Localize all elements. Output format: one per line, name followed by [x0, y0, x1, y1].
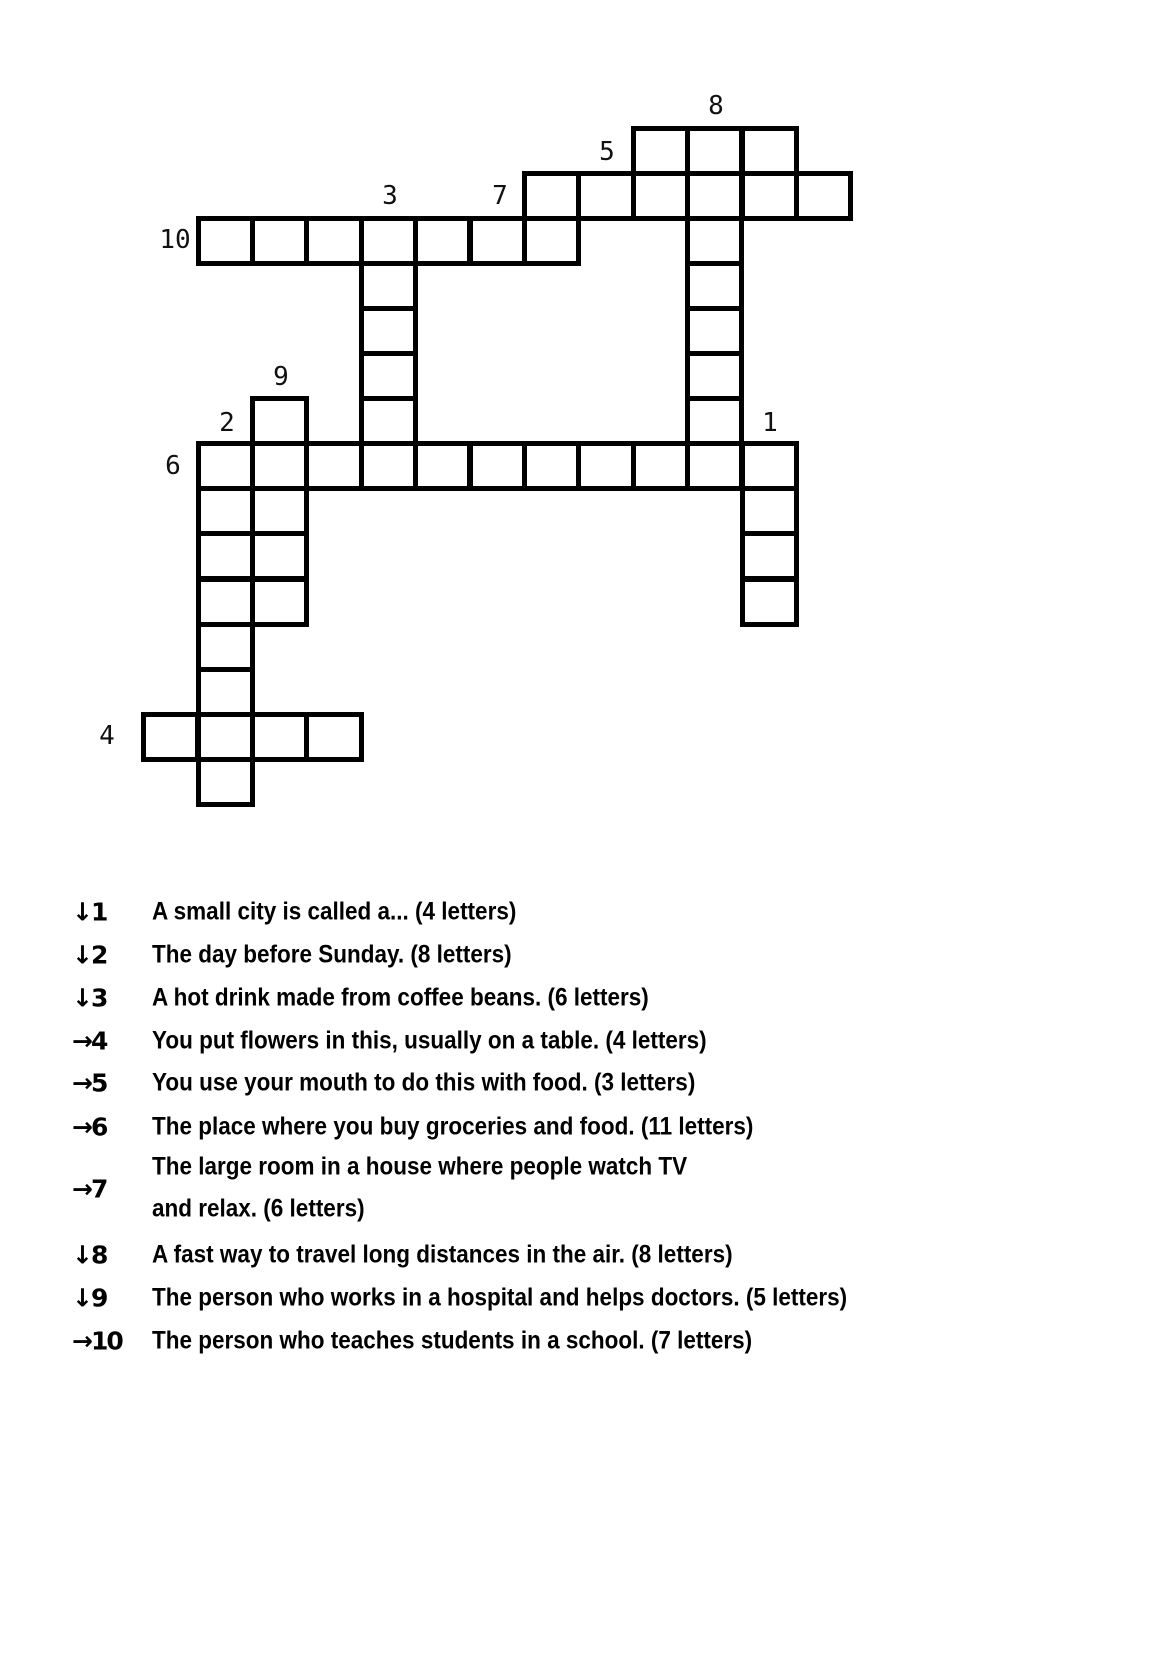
clue-number-label: 4 [99, 721, 115, 751]
clue-text: A fast way to travel long distances in the air. (8 letters) [152, 1240, 733, 1269]
clue-text: You put flowers in this, usually on a table. (4 letters) [152, 1026, 707, 1055]
grid-cell[interactable] [685, 396, 744, 446]
grid-cell[interactable] [740, 577, 799, 627]
grid-cell[interactable] [794, 171, 853, 221]
clue-text: The person who teaches students in a school. (7 letters) [152, 1326, 753, 1355]
down-arrow-icon: ↓2 [72, 940, 107, 970]
grid-cell[interactable] [196, 577, 255, 627]
grid-cell[interactable] [359, 396, 418, 446]
grid-cell[interactable] [250, 396, 309, 446]
grid-cell[interactable] [740, 126, 799, 176]
grid-cell[interactable] [740, 486, 799, 536]
grid-cell[interactable] [685, 216, 744, 266]
clue-number-label: 7 [492, 181, 508, 211]
grid-cell[interactable] [522, 441, 581, 491]
grid-cell[interactable] [468, 216, 527, 266]
down-arrow-icon: ↓8 [72, 1240, 107, 1270]
grid-cell[interactable] [576, 171, 635, 221]
grid-cell[interactable] [413, 441, 472, 491]
grid-cell[interactable] [196, 622, 255, 672]
grid-cell[interactable] [413, 216, 472, 266]
grid-cell[interactable] [631, 171, 690, 221]
clue-text: The large room in a house where people watch TV [152, 1152, 688, 1181]
right-arrow-icon: →5 [72, 1068, 107, 1098]
clue-text: A small city is called a... (4 letters) [152, 897, 517, 926]
clue-text-continued: and relax. (6 letters) [152, 1194, 365, 1223]
clue-text: You use your mouth to do this with food. (3 letters) [152, 1068, 696, 1097]
grid-cell[interactable] [196, 712, 255, 762]
clue-text: A hot drink made from coffee beans. (6 letters) [152, 983, 649, 1012]
grid-cell[interactable] [685, 126, 744, 176]
clue-number-label: 9 [273, 362, 289, 392]
down-arrow-icon: ↓9 [72, 1283, 107, 1313]
grid-cell[interactable] [468, 441, 527, 491]
right-arrow-icon: →10 [72, 1326, 122, 1356]
grid-cell[interactable] [141, 712, 200, 762]
grid-cell[interactable] [359, 261, 418, 311]
clue-number-label: 5 [599, 137, 615, 167]
grid-cell[interactable] [685, 171, 744, 221]
right-arrow-icon: →6 [72, 1112, 107, 1142]
grid-cell[interactable] [359, 351, 418, 401]
clue-number-label: 2 [219, 408, 235, 438]
grid-cell[interactable] [685, 441, 744, 491]
grid-cell[interactable] [250, 577, 309, 627]
clue-number-label: 6 [165, 451, 181, 481]
grid-cell[interactable] [359, 216, 418, 266]
right-arrow-icon: →4 [72, 1026, 107, 1056]
grid-cell[interactable] [740, 441, 799, 491]
grid-cell[interactable] [196, 757, 255, 807]
right-arrow-icon: →7 [72, 1174, 107, 1204]
clue-text: The person who works in a hospital and helps doctors. (5 letters) [152, 1283, 848, 1312]
down-arrow-icon: ↓1 [72, 897, 107, 927]
grid-cell[interactable] [631, 126, 690, 176]
down-arrow-icon: ↓3 [72, 983, 107, 1013]
grid-cell[interactable] [685, 261, 744, 311]
grid-cell[interactable] [304, 216, 363, 266]
clue-text: The place where you buy groceries and food. (11 letters) [152, 1112, 754, 1141]
grid-cell[interactable] [250, 712, 309, 762]
grid-cell[interactable] [196, 667, 255, 717]
grid-cell[interactable] [196, 441, 255, 491]
grid-cell[interactable] [250, 531, 309, 581]
grid-cell[interactable] [685, 351, 744, 401]
grid-cell[interactable] [196, 486, 255, 536]
grid-cell[interactable] [250, 216, 309, 266]
grid-cell[interactable] [685, 306, 744, 356]
clue-number-label: 10 [159, 225, 191, 255]
clue-number-label: 3 [382, 181, 398, 211]
clue-number-label: 8 [708, 91, 724, 121]
clue-number-label: 1 [762, 408, 778, 438]
grid-cell[interactable] [740, 171, 799, 221]
grid-cell[interactable] [196, 216, 255, 266]
grid-cell[interactable] [576, 441, 635, 491]
grid-cell[interactable] [304, 441, 363, 491]
grid-cell[interactable] [250, 486, 309, 536]
grid-cell[interactable] [196, 531, 255, 581]
grid-cell[interactable] [522, 171, 581, 221]
clue-text: The day before Sunday. (8 letters) [152, 940, 512, 969]
grid-cell[interactable] [304, 712, 363, 762]
grid-cell[interactable] [522, 216, 581, 266]
grid-cell[interactable] [250, 441, 309, 491]
grid-cell[interactable] [359, 306, 418, 356]
grid-cell[interactable] [740, 531, 799, 581]
grid-cell[interactable] [631, 441, 690, 491]
grid-cell[interactable] [359, 441, 418, 491]
